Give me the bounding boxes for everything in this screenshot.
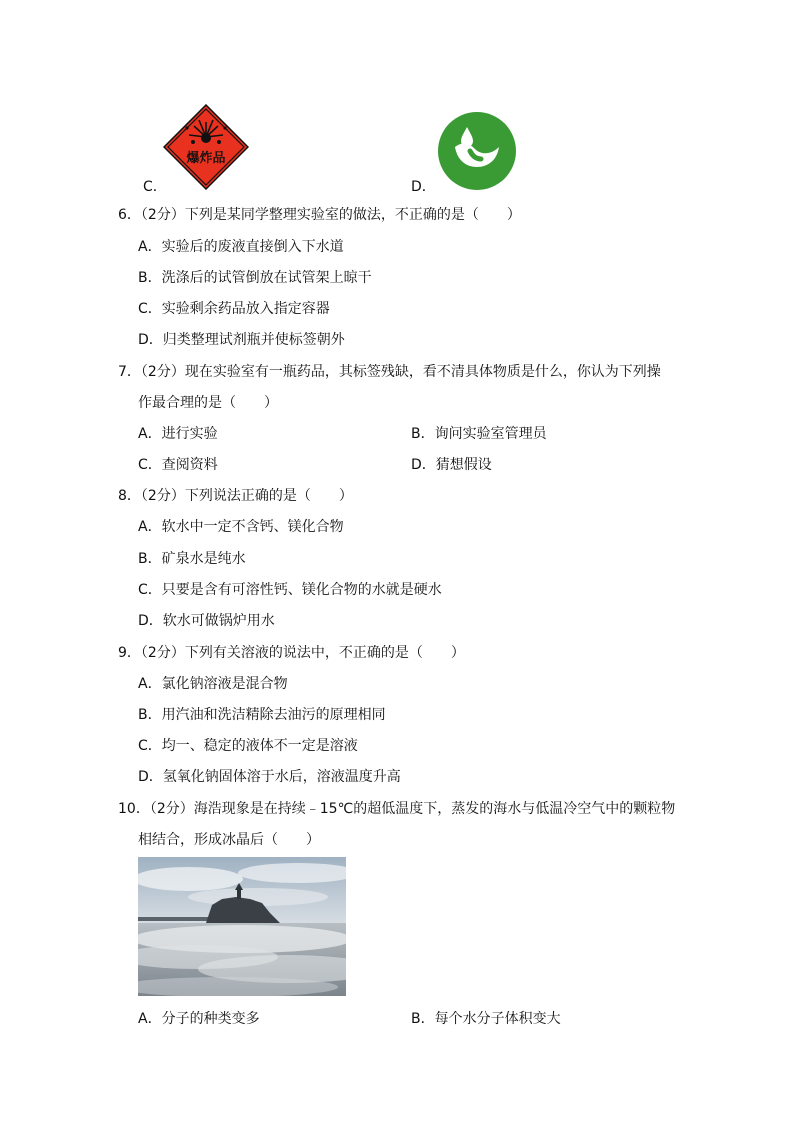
question-6-option-d: D．归类整理试剂瓶并使标签朝外	[138, 332, 345, 348]
question-9-option-b: B．用汽油和洗洁精除去油污的原理相同	[138, 707, 386, 723]
question-10-stem-line1: 10．（2分）海浩现象是在持续﹣15℃的超低温度下，蒸发的海水与低温冷空气中的颗粒物	[118, 801, 676, 817]
option-c-label: C．	[143, 179, 167, 195]
question-8-option-d: D．软水可做锅炉用水	[138, 613, 275, 629]
water-saving-logo-icon	[437, 111, 517, 191]
water-logo-image	[437, 111, 517, 191]
question-10-option-b: B．每个水分子体积变大	[411, 1011, 561, 1027]
question-6-option-a: A．实验后的废液直接倒入下水道	[138, 239, 344, 255]
question-6-stem: 6．（2分）下列是某同学整理实验室的做法，不正确的是（ ）	[118, 207, 521, 223]
question-8-stem: 8．（2分）下列说法正确的是（ ）	[118, 488, 353, 504]
question-7-option-c: C．查阅资料	[138, 457, 218, 473]
question-8-option-b: B．矿泉水是纯水	[138, 551, 246, 567]
question-8-option-c: C．只要是含有可溶性钙、镁化合物的水就是硬水	[138, 582, 442, 598]
question-9-stem: 9．（2分）下列有关溶液的说法中，不正确的是（ ）	[118, 645, 465, 661]
question-9-option-a: A．氯化钠溶液是混合物	[138, 676, 288, 692]
question-7-stem-line2: 作最合理的是（ ）	[138, 395, 278, 411]
question-10-option-a: A．分子的种类变多	[138, 1011, 260, 1027]
question-9-option-d: D．氢氧化钠固体溶于水后，溶液温度升高	[138, 769, 401, 785]
explosive-sign-image	[163, 104, 249, 190]
question-9-option-c: C．均一、稳定的液体不一定是溶液	[138, 738, 358, 754]
question-10-stem-line2: 相结合，形成冰晶后（ ）	[138, 832, 320, 848]
sea-smoke-photo	[138, 857, 346, 996]
question-6-option-b: B．洗涤后的试管倒放在试管架上晾干	[138, 270, 372, 286]
question-7-option-b: B．询问实验室管理员	[411, 426, 547, 442]
sign-text: 爆炸品	[186, 151, 226, 166]
question-6-option-c: C．实验剩余药品放入指定容器	[138, 301, 330, 317]
question-7-option-a: A．进行实验	[138, 426, 218, 442]
option-d-label: D．	[411, 179, 436, 195]
explosive-hazard-sign-icon	[163, 104, 249, 190]
question-7-stem-line1: 7．（2分）现在实验室有一瓶药品，其标签残缺，看不清具体物质是什么，你认为下列操	[118, 364, 661, 380]
question-8-option-a: A．软水中一定不含钙、镁化合物	[138, 519, 344, 535]
question-7-option-d: D．猜想假设	[411, 457, 492, 473]
